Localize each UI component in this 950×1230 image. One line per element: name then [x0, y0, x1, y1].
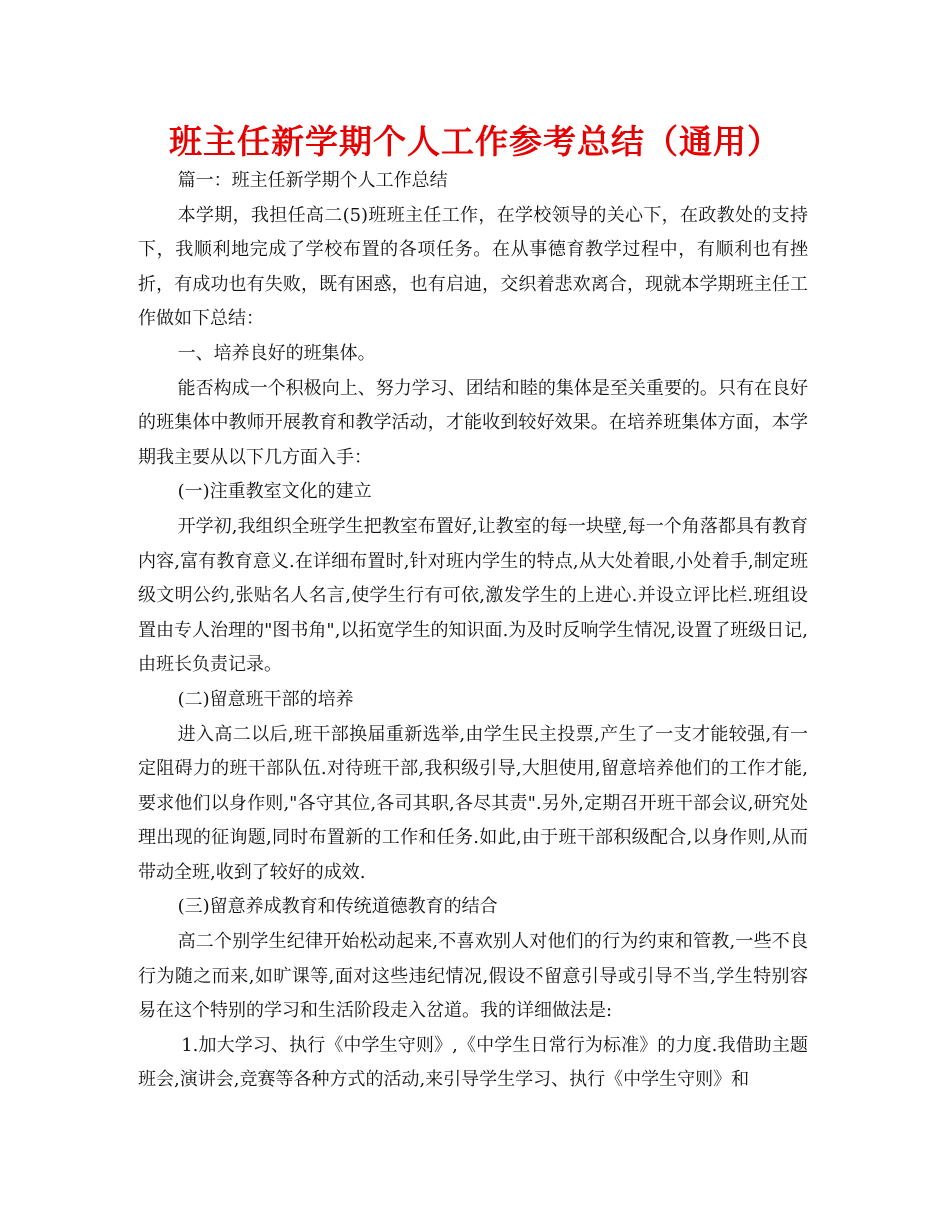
habit-education-paragraph: 高二个别学生纪律开始松动起来,不喜欢别人对他们的行为约束和管教,一些不良行为随之而来,如旷课等,面对这些违纪情况,假设不留意引导或引导不当,学生特别容易在这个特别的学习和生活阶段走入岔道。我的详细做法是: [138, 931, 808, 1022]
class-collective-paragraph: 能否构成一个积极向上、努力学习、团结和睦的集体是至关重要的。只有在良好的班集体中教师开展教育和教学活动，才能收到较好效果。在培养班集体方面，本学期我主要从以下几方面入手： [138, 377, 808, 468]
subheading-class-cadres: (二)留意班干部的培养 [177, 688, 354, 710]
section-heading-class-collective: 一、培养良好的班集体。 [177, 342, 376, 364]
subheading-habit-education: (三)留意养成教育和传统道德教育的结合 [177, 896, 498, 918]
classroom-culture-paragraph: 开学初,我组织全班学生把教室布置好,让教室的每一块壁,每一个角落都具有教育内容,富有教育意义.在详细布置时,针对班内学生的特点,从大处着眼,小处着手,制定班级文明公约,张贴名人名言,使学生行有可依,激发学生的上进心.并设立评比栏.班组设置由专人治理的"图书角",以拓宽学生的知识面.为及时反响学生情况,设置了班级日记,由班长负责记录。 [138, 515, 808, 676]
list-item-1: 1.加大学习、执行《中学生守则》,《中学生日常行为标准》的力度.我借助主题班会,演讲会,竞赛等各种方式的活动,来引导学生学习、执行《中学生守则》和 [138, 1034, 808, 1091]
subheading-classroom-culture: (一)注重教室文化的建立 [177, 481, 372, 503]
document-title: 班主任新学期个人工作参考总结（通用） [169, 122, 781, 161]
section-heading-part-one: 篇一：班主任新学期个人工作总结 [177, 170, 448, 191]
intro-paragraph: 本学期，我担任高二(5)班班主任工作，在学校领导的关心下，在政教处的支持下，我顺利地完成了学校布置的各项任务。在从事德育教学过程中，有顺利也有挫折，有成功也有失败，既有困惑，也有启迪，交织着悲欢离合，现就本学期班主任工作做如下总结： [138, 204, 808, 330]
class-cadres-paragraph: 进入高二以后,班干部换届重新选举,由学生民主投票,产生了一支才能较强,有一定阻碍力的班干部队伍.对待班干部,我积级引导,大胆使用,留意培养他们的工作才能,要求他们以身作则,"各守其位,各司其职,各尽其责".另外,定期召开班干部会议,研究处理出现的征询题,同时布置新的工作和任务.如此,由于班干部积级配合,以身作则,从而带动全班,收到了较好的成效. [138, 723, 808, 883]
document-body [138, 164, 808, 1098]
